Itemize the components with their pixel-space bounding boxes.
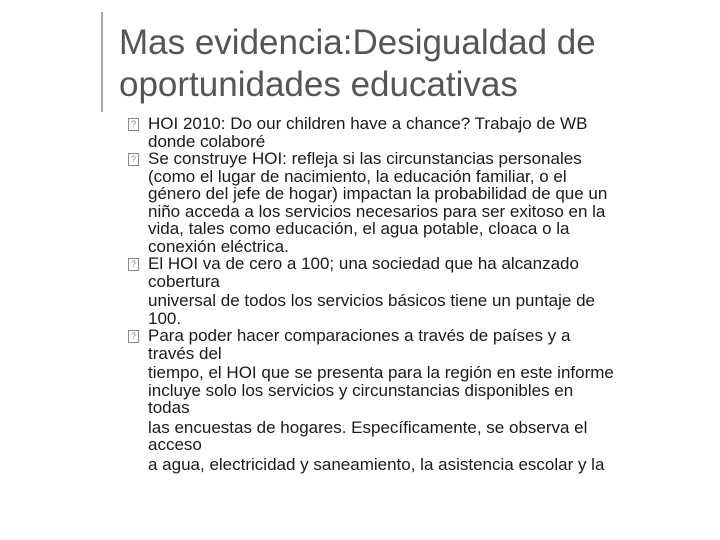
bullet-text-line: vida, tales como educación, el agua potable, cloaca o la xyxy=(148,219,570,238)
bullet-text-line: acceso xyxy=(148,435,202,454)
bullet-text-line: Se construye HOI: refleja si las circunstancias personales xyxy=(148,149,582,168)
bullet-item xyxy=(128,255,706,327)
bullet-item xyxy=(128,150,706,255)
bullet-marker-icon: ? xyxy=(128,258,139,271)
bullet-text-line: niño acceda a los servicios necesarios para ser exitoso en la xyxy=(148,201,606,221)
bullet-text-line: las encuestas de hogares. Específicamente, se observa el xyxy=(148,417,588,437)
title-accent-rule xyxy=(101,12,103,112)
bullet-text-line: universal de todos los servicios básicos tiene un puntaje de xyxy=(148,291,595,310)
bullet-text-line: Para poder hacer comparaciones a través de países y a xyxy=(148,326,571,345)
title-line-1: Mas evidencia:Desigualdad de xyxy=(119,23,596,62)
bullet-text-line: (como el lugar de nacimiento, la educación familiar, o el xyxy=(148,166,567,186)
bullet-marker-icon: ? xyxy=(128,153,139,166)
bullet-text-line: todas xyxy=(148,398,190,417)
bullet-text-line: incluye solo los servicios y circunstancias disponibles en xyxy=(148,380,574,400)
title-line-2: oportunidades educativas xyxy=(119,65,518,104)
bullet-text-line: través del xyxy=(148,343,222,363)
bullet-item xyxy=(128,327,706,473)
bullet-marker-icon: ? xyxy=(128,118,139,131)
bullet-text-line: a agua, electricidad y saneamiento, la asistencia escolar y la xyxy=(148,454,605,474)
bullet-item xyxy=(128,115,706,150)
bullet-marker-icon: ? xyxy=(128,330,139,343)
bullet-text-line: tiempo, el HOI que se presenta para la región en este informe xyxy=(148,363,614,382)
bullet-text-line: El HOI va de cero a 100; una sociedad que ha alcanzado xyxy=(148,254,579,273)
bullet-list xyxy=(128,115,706,473)
bullet-text-line: HOI 2010: Do our children have a chance? Trabajo de WB xyxy=(148,114,588,133)
slide-title xyxy=(119,22,709,106)
bullet-text-line: donde colaboré xyxy=(148,131,266,151)
bullet-text-line: cobertura xyxy=(148,271,220,291)
bullet-text-line: conexión eléctrica. xyxy=(148,236,289,256)
bullet-text-line: género del jefe de hogar) impactan la probabilidad de que un xyxy=(148,184,608,203)
bullet-text-line: 100. xyxy=(148,308,182,328)
